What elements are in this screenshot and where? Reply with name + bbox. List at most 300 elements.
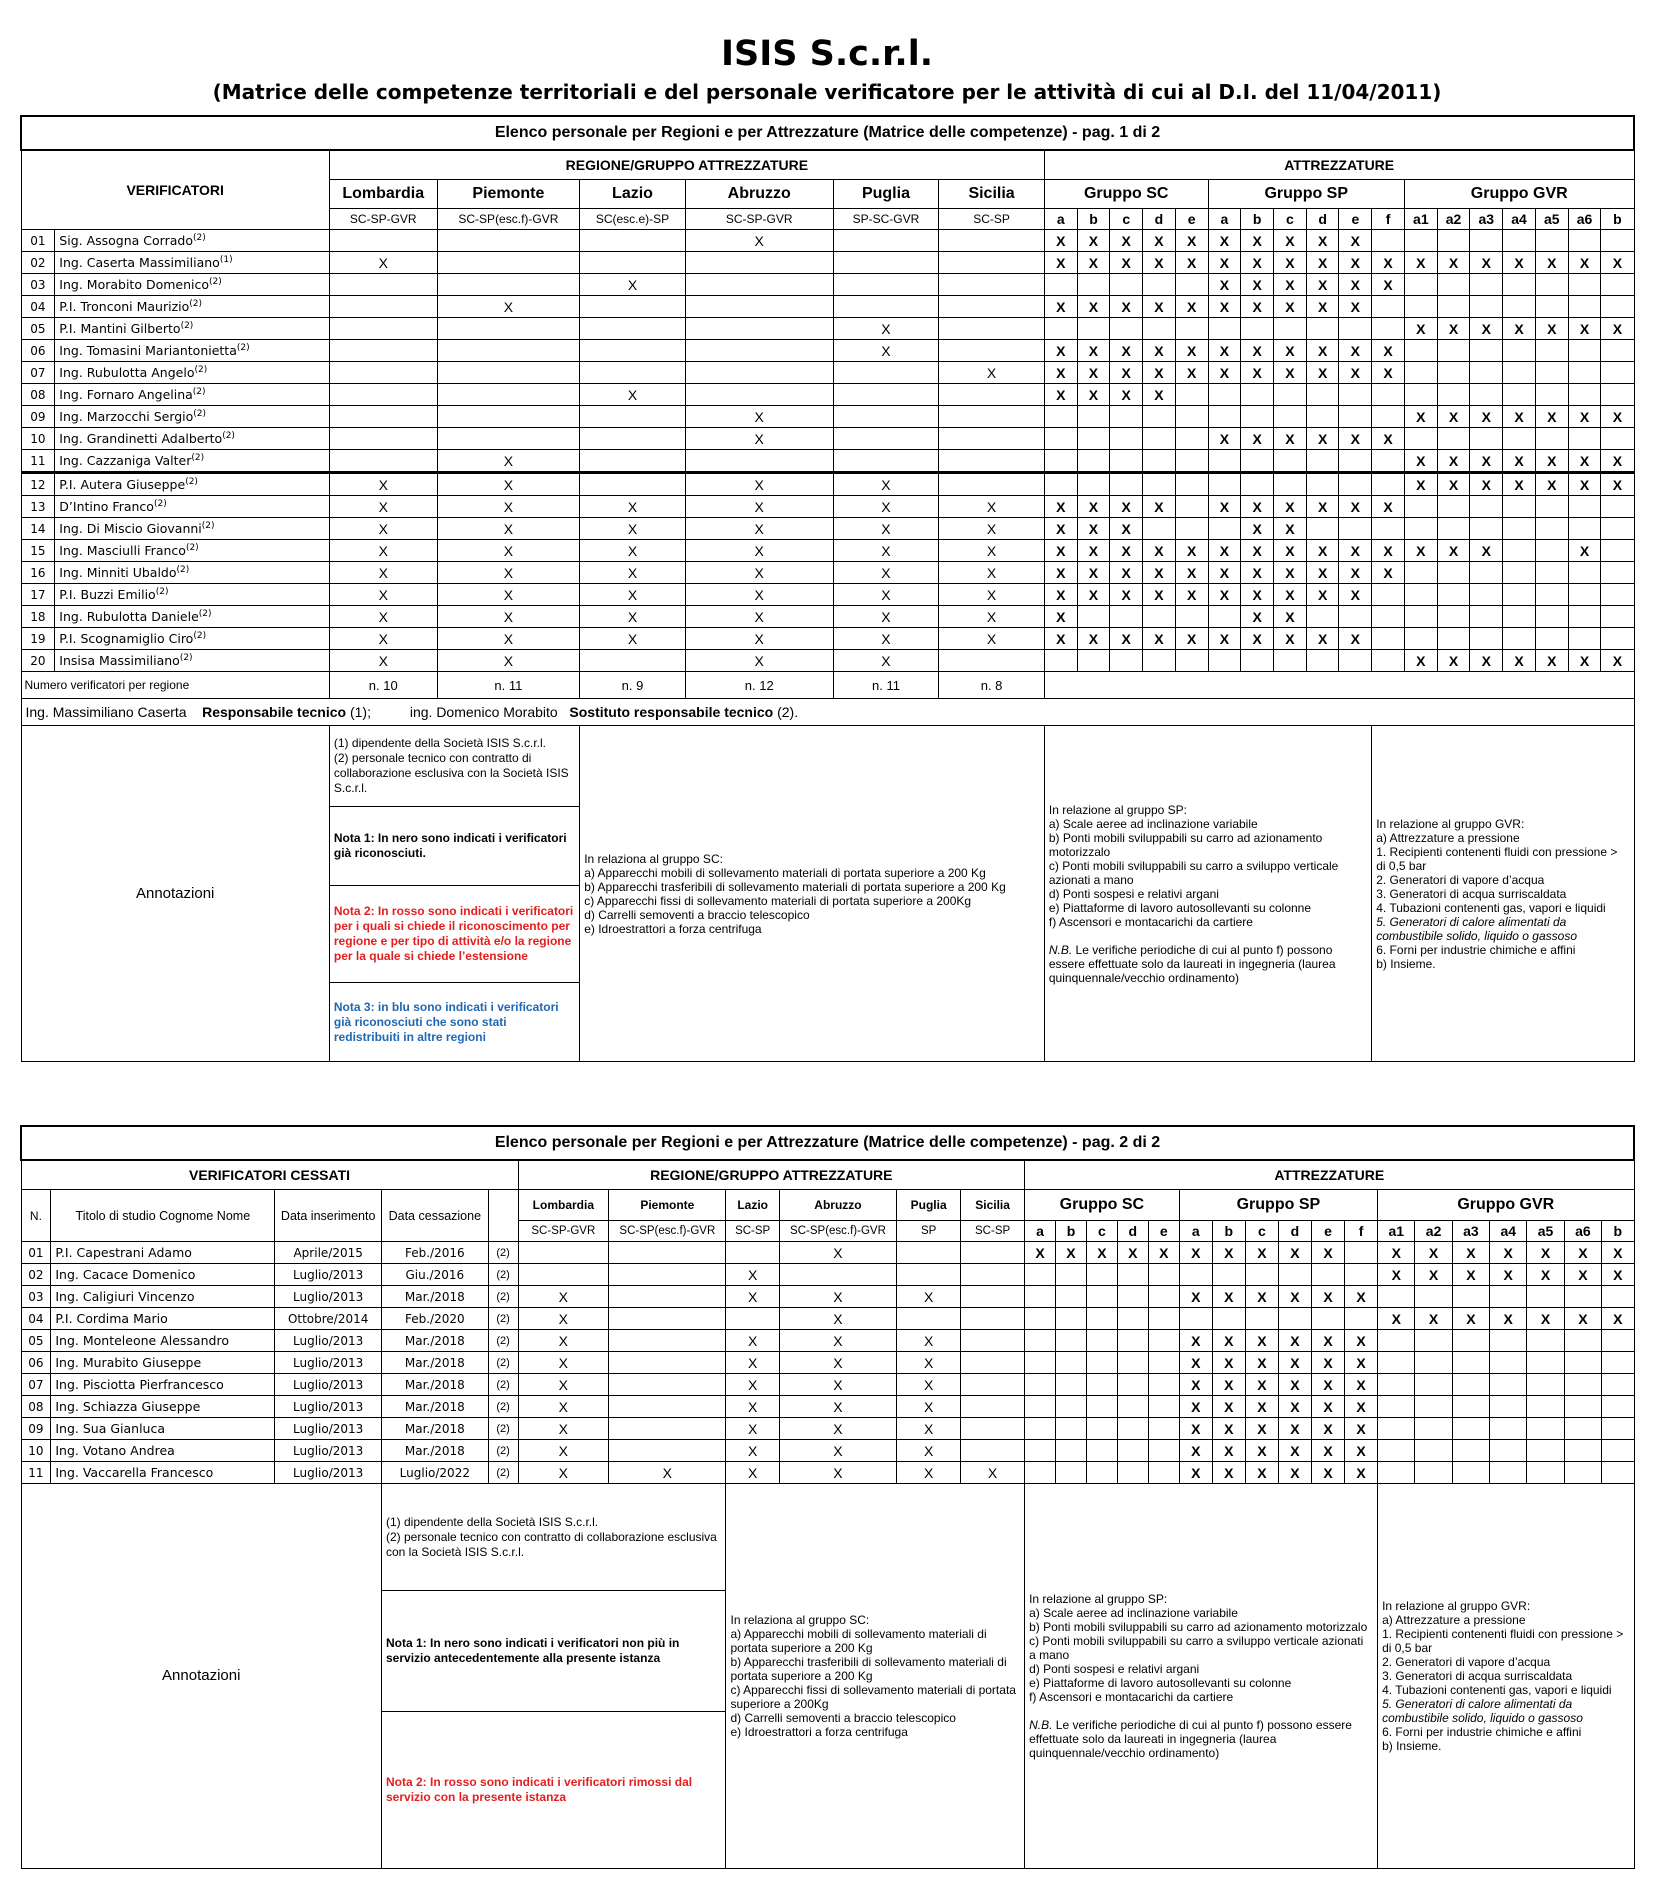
- region-cell: X: [939, 496, 1045, 518]
- table-row: [21, 362, 1634, 384]
- equipment-cell: [1564, 1462, 1601, 1484]
- equipment-cell: [1415, 1462, 1452, 1484]
- equipment-cell: X: [1470, 650, 1503, 672]
- region-cell: X: [437, 496, 580, 518]
- equipment-cell: X: [1404, 252, 1437, 274]
- verifier-name: [55, 496, 330, 518]
- equipment-cell: X: [1404, 318, 1437, 340]
- equipment-cell: [1117, 1352, 1148, 1374]
- equipment-cell: [1143, 318, 1176, 340]
- equipment-cell: X: [1306, 340, 1339, 362]
- nb-label: N.B.: [1029, 1718, 1053, 1732]
- data-inserimento: Aprile/2015: [275, 1242, 382, 1264]
- attrezzature-header: ATTREZZATURE: [1044, 150, 1634, 180]
- equipment-cell: [1601, 296, 1634, 318]
- table-row: [21, 1440, 1634, 1462]
- equipment-cell: X: [1143, 540, 1176, 562]
- equipment-cell: [1601, 496, 1634, 518]
- equipment-cell: [1602, 1396, 1634, 1418]
- legend-gvr-line: a) Attrezzature a pressione: [1376, 830, 1520, 845]
- equipment-cell: [1110, 428, 1143, 450]
- equipment-cell: X: [1372, 362, 1405, 384]
- equipment-cell: [1437, 384, 1470, 406]
- region-cell: X: [685, 650, 833, 672]
- equipment-letter: c: [1086, 1221, 1117, 1242]
- legend-gvr-line: 2. Generatori di vapore d’acqua: [1376, 872, 1545, 887]
- region-cell: [437, 318, 580, 340]
- region-cell: X: [897, 1374, 961, 1396]
- data-cessazione: Mar./2018: [382, 1396, 489, 1418]
- equipment-cell: X: [1143, 362, 1176, 384]
- equipment-cell: [1437, 562, 1470, 584]
- equipment-cell: [1175, 318, 1208, 340]
- table-row: [21, 1418, 1634, 1440]
- equipment-cell: X: [1470, 252, 1503, 274]
- region-cell: X: [939, 540, 1045, 562]
- equipment-cell: [1535, 496, 1568, 518]
- region-cell: [779, 1264, 896, 1286]
- region-cell: [329, 296, 437, 318]
- equipment-cell: [1378, 1396, 1415, 1418]
- table-row: [21, 296, 1634, 318]
- row-number: 06: [21, 340, 55, 362]
- verifier-name: Ing. Murabito Giuseppe: [51, 1352, 275, 1374]
- equipment-cell: [1372, 518, 1405, 540]
- equipment-cell: [1086, 1308, 1117, 1330]
- region-cell: X: [518, 1396, 609, 1418]
- equipment-cell: X: [1564, 1264, 1601, 1286]
- region-cell: [437, 230, 580, 252]
- equipment-cell: [1437, 428, 1470, 450]
- equipment-cell: [1143, 606, 1176, 628]
- region-cell: X: [726, 1396, 779, 1418]
- equipment-cell: X: [1175, 562, 1208, 584]
- equipment-cell: X: [1345, 1374, 1378, 1396]
- equipment-cell: X: [1372, 252, 1405, 274]
- region-cell: [437, 340, 580, 362]
- equipment-letter: b: [1241, 209, 1274, 230]
- table-row: [21, 1462, 1634, 1484]
- equipment-cell: [1306, 606, 1339, 628]
- equipment-cell: X: [1306, 296, 1339, 318]
- region-cell: X: [685, 230, 833, 252]
- equipment-cell: X: [1241, 496, 1274, 518]
- equipment-cell: [1602, 1330, 1634, 1352]
- equipment-cell: X: [1345, 1462, 1378, 1484]
- verifier-name-text: Ing. Grandinetti Adalberto: [59, 431, 223, 447]
- equipment-cell: X: [1241, 252, 1274, 274]
- equipment-cell: X: [1470, 473, 1503, 496]
- legend-gvr: [1378, 1484, 1634, 1869]
- legend-sp: [1025, 1484, 1378, 1869]
- region-cell: X: [685, 562, 833, 584]
- equipment-cell: [1372, 650, 1405, 672]
- equipment-cell: [1378, 1330, 1415, 1352]
- equipment-cell: X: [1535, 406, 1568, 428]
- equipment-cell: [1415, 1418, 1452, 1440]
- equipment-cell: [1077, 428, 1110, 450]
- region-count: n. 12: [685, 672, 833, 699]
- legend-gvr: [1372, 726, 1634, 1062]
- region-cell: [437, 428, 580, 450]
- region-code: SC-SP: [726, 1221, 779, 1242]
- region-cell: X: [779, 1352, 896, 1374]
- region-cell: X: [329, 562, 437, 584]
- region-cell: [961, 1286, 1025, 1308]
- equipment-cell: [1044, 406, 1077, 428]
- region-cell: [833, 362, 939, 384]
- table-row: [21, 562, 1634, 584]
- region-cell: X: [518, 1286, 609, 1308]
- equipment-cell: [1056, 1396, 1087, 1418]
- equipment-cell: [1378, 1418, 1415, 1440]
- equipment-cell: [1404, 584, 1437, 606]
- region-cell: [685, 340, 833, 362]
- legend-sp-nb: [1029, 1718, 1373, 1760]
- equipment-cell: X: [1208, 274, 1241, 296]
- equipment-cell: [1175, 428, 1208, 450]
- equipment-cell: X: [1274, 562, 1307, 584]
- equipment-cell: [1601, 540, 1634, 562]
- equipment-cell: [1503, 296, 1536, 318]
- equipment-cell: [1086, 1264, 1117, 1286]
- row-number: 18: [21, 606, 55, 628]
- equipment-cell: [1044, 318, 1077, 340]
- equipment-cell: X: [1241, 296, 1274, 318]
- nota-1: Nota 1: In nero sono indicati i verificatori non più in servizio antecedentemente alla presente istanza: [382, 1591, 725, 1712]
- equipment-cell: X: [1110, 384, 1143, 406]
- equipment-cell: X: [1077, 296, 1110, 318]
- equipment-cell: [1404, 384, 1437, 406]
- row-note-ref: (2): [488, 1440, 518, 1462]
- equipment-cell: X: [1208, 628, 1241, 650]
- equipment-cell: [1025, 1330, 1056, 1352]
- region-cell: [961, 1374, 1025, 1396]
- legend-sc-line: In relaziona al gruppo SC:: [584, 851, 723, 866]
- equipment-letter: d: [1278, 1221, 1311, 1242]
- equipment-cell: X: [1208, 340, 1241, 362]
- count-label: Numero verificatori per regione: [21, 672, 329, 699]
- regione-header-2: REGIONE/GRUPPO ATTREZZATURE: [518, 1160, 1025, 1190]
- equipment-cell: X: [1143, 496, 1176, 518]
- row-number: 08: [21, 384, 55, 406]
- region-code: SP-SC-GVR: [833, 209, 939, 230]
- legend-sp-line: e) Piattaforme di lavoro autosollevanti su colonne: [1029, 1676, 1292, 1690]
- equipment-cell: X: [1278, 1330, 1311, 1352]
- equipment-cell: [1535, 428, 1568, 450]
- region-cell: X: [437, 562, 580, 584]
- row-note-ref: (2): [488, 1264, 518, 1286]
- region-cell: [580, 340, 686, 362]
- equipment-cell: X: [1241, 562, 1274, 584]
- verifier-note-ref: (2): [193, 408, 207, 419]
- equipment-cell: [1372, 606, 1405, 628]
- nb-label: N.B.: [1048, 942, 1073, 957]
- equipment-cell: [1044, 274, 1077, 296]
- equipment-cell: [1404, 230, 1437, 252]
- region-cell: [685, 450, 833, 473]
- region-cell: X: [580, 384, 686, 406]
- equipment-cell: [1490, 1330, 1527, 1352]
- equipment-cell: X: [1110, 518, 1143, 540]
- region-cell: X: [329, 518, 437, 540]
- col-note: [488, 1190, 518, 1242]
- equipment-cell: [1306, 406, 1339, 428]
- equipment-cell: X: [1245, 1330, 1278, 1352]
- equipment-cell: X: [1208, 496, 1241, 518]
- equipment-cell: [1601, 384, 1634, 406]
- equipment-cell: X: [1535, 450, 1568, 473]
- equipment-cell: X: [1311, 1330, 1344, 1352]
- equipment-cell: [1175, 606, 1208, 628]
- equipment-cell: [1503, 274, 1536, 296]
- equipment-cell: [1025, 1396, 1056, 1418]
- region-cell: X: [833, 606, 939, 628]
- equipment-cell: [1568, 628, 1601, 650]
- verifier-note-ref: (1): [219, 254, 233, 265]
- legend-sp-line: b) Ponti mobili sviluppabili su carro ad azionamento motorizzalo: [1029, 1620, 1368, 1634]
- region-code: SC-SP: [961, 1221, 1025, 1242]
- equipment-cell: [1086, 1352, 1117, 1374]
- equipment-cell: X: [1110, 362, 1143, 384]
- region-cell: [939, 340, 1045, 362]
- region-cell: [833, 428, 939, 450]
- notes-table: [330, 726, 579, 1061]
- row-number: 05: [21, 1330, 51, 1352]
- equipment-cell: [1415, 1440, 1452, 1462]
- equipment-cell: [1535, 296, 1568, 318]
- equipment-cell: X: [1179, 1462, 1212, 1484]
- equipment-cell: X: [1110, 230, 1143, 252]
- document-title: ISIS S.c.r.l.: [720, 34, 934, 74]
- equipment-cell: X: [1278, 1286, 1311, 1308]
- region-cell: [329, 362, 437, 384]
- equipment-cell: X: [1601, 406, 1634, 428]
- equipment-cell: X: [1503, 318, 1536, 340]
- table-row: [21, 518, 1634, 540]
- region-cell: X: [939, 362, 1045, 384]
- equipment-cell: X: [1110, 252, 1143, 274]
- equipment-letter: a: [1025, 1221, 1056, 1242]
- equipment-cell: [1274, 473, 1307, 496]
- region-cell: [833, 384, 939, 406]
- row-note-ref: (2): [488, 1330, 518, 1352]
- region-name-lazio: Lazio: [726, 1190, 779, 1221]
- verifier-name: [55, 562, 330, 584]
- equipment-cell: [1470, 362, 1503, 384]
- equipment-cell: [1415, 1330, 1452, 1352]
- footnote-line: (1) dipendente della Società ISIS S.c.r.l.: [333, 736, 547, 750]
- equipment-cell: X: [1179, 1330, 1212, 1352]
- equipment-cell: X: [1077, 340, 1110, 362]
- verifier-name: [55, 274, 330, 296]
- equipment-cell: [1503, 584, 1536, 606]
- equipment-cell: X: [1345, 1440, 1378, 1462]
- region-cell: [437, 384, 580, 406]
- footnote-line: (2) personale tecnico con contratto di collaborazione esclusiva con la Società ISIS S.c.r.l.: [333, 751, 569, 795]
- region-cell: [833, 296, 939, 318]
- equipment-cell: [1339, 650, 1372, 672]
- region-cell: X: [329, 606, 437, 628]
- equipment-letter: a1: [1404, 209, 1437, 230]
- equipment-cell: X: [1208, 540, 1241, 562]
- region-cell: X: [897, 1462, 961, 1484]
- region-cell: X: [726, 1352, 779, 1374]
- equipment-letter: b: [1601, 209, 1634, 230]
- legend-sp-line: c) Ponti mobili sviluppabili su carro a sviluppo verticale azionati a mano: [1029, 1634, 1364, 1662]
- equipment-cell: [1535, 340, 1568, 362]
- equipment-cell: [1056, 1264, 1087, 1286]
- group-header-1: Gruppo SP: [1208, 180, 1404, 209]
- equipment-cell: X: [1179, 1396, 1212, 1418]
- equipment-cell: X: [1241, 584, 1274, 606]
- verifier-name-text: Ing. Minniti Ubaldo: [59, 565, 177, 581]
- equipment-cell: [1564, 1352, 1601, 1374]
- verifier-note-ref: (2): [194, 364, 208, 375]
- region-cell: X: [726, 1418, 779, 1440]
- legend-sc-line: c) Apparecchi fissi di sollevamento materiali di portata superiore a 200Kg: [584, 893, 972, 908]
- verifier-name: Ing. Vaccarella Francesco: [51, 1462, 275, 1484]
- equipment-cell: [1077, 650, 1110, 672]
- region-cell: X: [833, 318, 939, 340]
- equipment-cell: [1470, 230, 1503, 252]
- legend-sp-line: a) Scale aeree ad inclinazione variabile: [1048, 816, 1258, 831]
- legend-gvr-line: In relazione al gruppo GVR:: [1376, 816, 1525, 831]
- equipment-cell: [1470, 606, 1503, 628]
- equipment-cell: [1148, 1440, 1179, 1462]
- region-cell: X: [726, 1374, 779, 1396]
- legend-sc: [726, 1484, 1025, 1869]
- equipment-cell: X: [1339, 340, 1372, 362]
- equipment-cell: [1278, 1264, 1311, 1286]
- region-name-lombardia: Lombardia: [518, 1190, 609, 1221]
- region-cell: X: [897, 1352, 961, 1374]
- region-cell: X: [779, 1286, 896, 1308]
- equipment-cell: [1056, 1418, 1087, 1440]
- equipment-cell: X: [1311, 1462, 1344, 1484]
- equipment-cell: [1110, 318, 1143, 340]
- region-cell: [329, 406, 437, 428]
- equipment-cell: [1602, 1352, 1634, 1374]
- equipment-cell: [1437, 230, 1470, 252]
- data-inserimento: Luglio/2013: [275, 1330, 382, 1352]
- region-cell: [833, 230, 939, 252]
- equipment-cell: [1056, 1286, 1087, 1308]
- equipment-cell: [1212, 1264, 1245, 1286]
- equipment-cell: [1437, 274, 1470, 296]
- equipment-cell: [1568, 274, 1601, 296]
- equipment-cell: X: [1143, 384, 1176, 406]
- equipment-cell: X: [1044, 384, 1077, 406]
- region-cell: [939, 473, 1045, 496]
- region-cell: [580, 318, 686, 340]
- region-cell: [961, 1330, 1025, 1352]
- equipment-cell: [1339, 384, 1372, 406]
- equipment-cell: [1470, 562, 1503, 584]
- equipment-cell: [1110, 606, 1143, 628]
- equipment-cell: X: [1345, 1352, 1378, 1374]
- region-cell: X: [833, 584, 939, 606]
- equipment-cell: [1086, 1330, 1117, 1352]
- equipment-cell: X: [1143, 230, 1176, 252]
- equipment-cell: [1241, 473, 1274, 496]
- equipment-cell: X: [1404, 540, 1437, 562]
- equipment-cell: X: [1278, 1418, 1311, 1440]
- region-cell: X: [685, 518, 833, 540]
- row-number: 10: [21, 1440, 51, 1462]
- region-cell: [580, 450, 686, 473]
- equipment-cell: X: [1110, 628, 1143, 650]
- equipment-cell: [1470, 518, 1503, 540]
- row-number: 01: [21, 1242, 51, 1264]
- legend-gvr-line: 6. Forni per industrie chimiche e affini: [1382, 1725, 1582, 1739]
- equipment-cell: [1086, 1440, 1117, 1462]
- equipment-cell: [1208, 650, 1241, 672]
- region-cell: X: [580, 584, 686, 606]
- region-cell: [961, 1352, 1025, 1374]
- data-inserimento: Luglio/2013: [275, 1396, 382, 1418]
- equipment-cell: [1044, 450, 1077, 473]
- equipment-letter: e: [1148, 1221, 1179, 1242]
- verifier-name: Ing. Pisciotta Pierfrancesco: [51, 1374, 275, 1396]
- region-cell: [609, 1264, 726, 1286]
- equipment-cell: [1117, 1418, 1148, 1440]
- region-cell: X: [685, 540, 833, 562]
- equipment-cell: X: [1212, 1242, 1245, 1264]
- table-row: [21, 1308, 1634, 1330]
- data-cessazione: Mar./2018: [382, 1374, 489, 1396]
- row-note-ref: (2): [488, 1242, 518, 1264]
- legend-sp-nb: [1049, 943, 1367, 985]
- region-code: SC-SP(esc.f)-GVR: [609, 1221, 726, 1242]
- equipment-cell: [1110, 406, 1143, 428]
- equipment-cell: X: [1044, 230, 1077, 252]
- equipment-cell: X: [1415, 1308, 1452, 1330]
- equipment-cell: [1503, 230, 1536, 252]
- equipment-cell: X: [1278, 1462, 1311, 1484]
- row-note-ref: (2): [488, 1374, 518, 1396]
- region-cell: [329, 340, 437, 362]
- table-row: [21, 650, 1634, 672]
- equipment-cell: X: [1535, 318, 1568, 340]
- equipment-cell: [1601, 628, 1634, 650]
- equipment-cell: [1568, 296, 1601, 318]
- equipment-cell: X: [1241, 518, 1274, 540]
- equipment-cell: X: [1110, 496, 1143, 518]
- equipment-cell: [1470, 496, 1503, 518]
- legend-gvr-line: 2. Generatori di vapore d’acqua: [1382, 1655, 1551, 1669]
- col-inserimento: Data inserimento: [275, 1190, 382, 1242]
- equipment-cell: X: [1306, 252, 1339, 274]
- equipment-cell: [1564, 1374, 1601, 1396]
- footnote-line: (1) dipendente della Società ISIS S.c.r.l.: [386, 1514, 599, 1529]
- region-cell: X: [833, 340, 939, 362]
- equipment-cell: [1117, 1374, 1148, 1396]
- equipment-cell: X: [1274, 606, 1307, 628]
- region-cell: X: [833, 540, 939, 562]
- equipment-cell: [1503, 428, 1536, 450]
- region-name-abruzzo: Abruzzo: [779, 1190, 896, 1221]
- equipment-cell: [1372, 450, 1405, 473]
- equipment-cell: [1148, 1396, 1179, 1418]
- equipment-cell: [1175, 406, 1208, 428]
- equipment-cell: X: [1490, 1242, 1527, 1264]
- equipment-cell: [1339, 406, 1372, 428]
- region-cell: X: [961, 1462, 1025, 1484]
- region-name-puglia: Puglia: [897, 1190, 961, 1221]
- legend-sp-line: a) Scale aeree ad inclinazione variabile: [1029, 1606, 1238, 1620]
- equipment-cell: [1601, 230, 1634, 252]
